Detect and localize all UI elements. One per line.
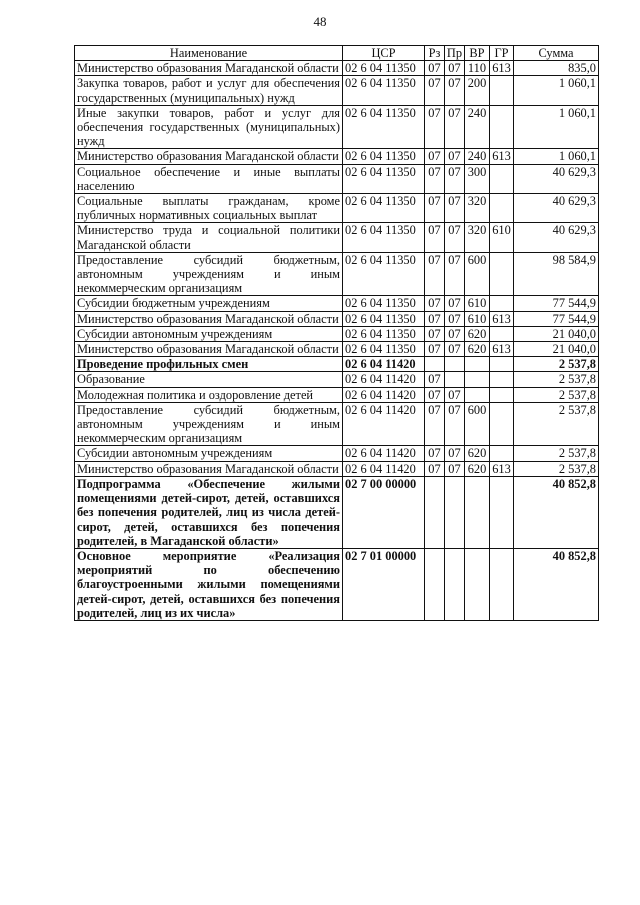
row-name: Иные закупки товаров, работ и услуг для обеспечения государственных (муниципальных) нужд [75,105,343,149]
row-vr: 300 [465,164,490,193]
row-vr: 240 [465,105,490,149]
row-csr: 02 6 04 11350 [343,223,425,252]
row-name: Образование [75,372,343,387]
row-rz: 07 [425,105,445,149]
row-sum: 40 629,3 [514,164,599,193]
row-gr: 613 [490,311,514,326]
row-vr [465,387,490,402]
row-rz: 07 [425,461,445,476]
header-gr: ГР [490,46,514,61]
table-row [75,387,599,402]
row-sum: 40 629,3 [514,194,599,223]
row-csr: 02 7 01 00000 [343,548,425,620]
row-vr: 620 [465,446,490,461]
row-name: Министерство образования Магаданской области [75,149,343,164]
row-pr: 07 [445,387,465,402]
row-rz: 07 [425,194,445,223]
table-row [75,461,599,476]
row-pr [445,372,465,387]
table-row [75,223,599,252]
row-vr: 620 [465,342,490,357]
row-vr: 610 [465,296,490,311]
table-row [75,61,599,76]
row-rz: 07 [425,387,445,402]
row-pr: 07 [445,402,465,446]
row-sum: 2 537,8 [514,357,599,372]
row-name: Субсидии автономным учреждениям [75,446,343,461]
row-gr [490,164,514,193]
row-pr: 07 [445,76,465,105]
row-gr [490,372,514,387]
row-name: Проведение профильных смен [75,357,343,372]
row-name: Субсидии бюджетным учреждениям [75,296,343,311]
row-rz: 07 [425,372,445,387]
row-sum: 21 040,0 [514,342,599,357]
row-sum: 2 537,8 [514,387,599,402]
row-pr: 07 [445,446,465,461]
row-pr: 07 [445,61,465,76]
row-rz: 07 [425,61,445,76]
row-csr: 02 6 04 11350 [343,105,425,149]
row-csr: 02 6 04 11420 [343,402,425,446]
row-rz: 07 [425,149,445,164]
row-sum: 2 537,8 [514,372,599,387]
row-sum: 2 537,8 [514,402,599,446]
row-name: Молодежная политика и оздоровление детей [75,387,343,402]
budget-table [74,45,599,621]
row-gr [490,105,514,149]
row-pr [445,357,465,372]
row-pr: 07 [445,342,465,357]
row-sum: 835,0 [514,61,599,76]
row-csr: 02 6 04 11350 [343,296,425,311]
row-rz: 07 [425,342,445,357]
row-rz: 07 [425,76,445,105]
table-row [75,446,599,461]
row-sum: 40 852,8 [514,548,599,620]
row-name: Министерство образования Магаданской области [75,61,343,76]
row-csr: 02 6 04 11420 [343,461,425,476]
row-csr: 02 6 04 11350 [343,149,425,164]
row-name: Основное мероприятие «Реализация мероприятий по обеспечению благоустроенными жилыми помещениями детей-сирот, детей, оставшихся без попечения родителей, лиц из их числа» [75,548,343,620]
row-name: Предоставление субсидий бюджетным, автономным учреждениям и иным некоммерческим организациям [75,252,343,296]
page-number: 48 [313,14,327,29]
row-rz: 07 [425,326,445,341]
table-row [75,105,599,149]
table-row [75,548,599,620]
row-vr: 320 [465,194,490,223]
row-rz: 07 [425,446,445,461]
row-sum: 40 629,3 [514,223,599,252]
row-name: Министерство образования Магаданской области [75,461,343,476]
row-sum: 98 584,9 [514,252,599,296]
table-row [75,476,599,548]
row-rz: 07 [425,223,445,252]
row-sum: 1 060,1 [514,149,599,164]
row-rz [425,357,445,372]
row-gr [490,387,514,402]
row-sum: 77 544,9 [514,296,599,311]
row-sum: 21 040,0 [514,326,599,341]
table-row [75,164,599,193]
row-gr [490,252,514,296]
row-gr: 613 [490,149,514,164]
row-pr: 07 [445,296,465,311]
row-sum: 1 060,1 [514,76,599,105]
row-csr: 02 6 04 11420 [343,446,425,461]
row-csr: 02 6 04 11350 [343,194,425,223]
row-pr: 07 [445,194,465,223]
row-sum: 2 537,8 [514,461,599,476]
row-name: Подпрограмма «Обеспечение жилыми помещениями детей-сирот, детей, оставшихся без попечения родителей, лиц из числа детей-сирот, детей, оставшихся без попечения родителей, в Магаданской области» [75,476,343,548]
row-pr: 07 [445,105,465,149]
table-row [75,311,599,326]
row-vr [465,372,490,387]
row-rz [425,548,445,620]
row-rz: 07 [425,252,445,296]
row-vr: 320 [465,223,490,252]
header-rz: Рз [425,46,445,61]
row-pr: 07 [445,326,465,341]
row-csr: 02 6 04 11420 [343,372,425,387]
table-row [75,326,599,341]
row-gr: 613 [490,61,514,76]
row-rz: 07 [425,164,445,193]
header-pr: Пр [445,46,465,61]
row-vr: 200 [465,76,490,105]
row-vr [465,357,490,372]
row-name: Министерство образования Магаданской области [75,311,343,326]
table-row [75,372,599,387]
header-vr: ВР [465,46,490,61]
row-gr [490,548,514,620]
row-gr: 613 [490,342,514,357]
row-rz [425,476,445,548]
row-gr [490,357,514,372]
row-vr: 610 [465,311,490,326]
row-gr [490,194,514,223]
row-pr [445,476,465,548]
table-row [75,357,599,372]
row-vr [465,476,490,548]
row-pr: 07 [445,223,465,252]
row-sum: 1 060,1 [514,105,599,149]
row-pr [445,548,465,620]
row-gr [490,296,514,311]
row-rz: 07 [425,402,445,446]
row-gr [490,476,514,548]
row-vr: 620 [465,461,490,476]
row-vr: 600 [465,252,490,296]
row-pr: 07 [445,252,465,296]
row-gr: 613 [490,461,514,476]
row-gr [490,446,514,461]
row-vr: 240 [465,149,490,164]
row-csr: 02 6 04 11420 [343,387,425,402]
row-name: Министерство труда и социальной политики Магаданской области [75,223,343,252]
row-csr: 02 6 04 11350 [343,76,425,105]
row-pr: 07 [445,149,465,164]
row-name: Предоставление субсидий бюджетным, автономным учреждениям и иным некоммерческим организациям [75,402,343,446]
row-gr: 610 [490,223,514,252]
row-csr: 02 6 04 11350 [343,326,425,341]
row-pr: 07 [445,461,465,476]
row-rz: 07 [425,296,445,311]
row-csr: 02 6 04 11350 [343,311,425,326]
table-row [75,76,599,105]
row-sum: 77 544,9 [514,311,599,326]
row-sum: 40 852,8 [514,476,599,548]
row-csr: 02 6 04 11350 [343,61,425,76]
row-vr [465,548,490,620]
row-csr: 02 6 04 11350 [343,164,425,193]
table-row [75,402,599,446]
row-gr [490,326,514,341]
row-vr: 620 [465,326,490,341]
row-vr: 600 [465,402,490,446]
table-row [75,194,599,223]
row-pr: 07 [445,164,465,193]
header-name: Наименование [75,46,343,61]
header-csr: ЦСР [343,46,425,61]
row-pr: 07 [445,311,465,326]
row-name: Закупка товаров, работ и услуг для обеспечения государственных (муниципальных) нужд [75,76,343,105]
row-gr [490,402,514,446]
row-sum: 2 537,8 [514,446,599,461]
row-name: Социальное обеспечение и иные выплаты населению [75,164,343,193]
row-name: Субсидии автономным учреждениям [75,326,343,341]
row-vr: 110 [465,61,490,76]
row-csr: 02 6 04 11420 [343,357,425,372]
row-name: Министерство образования Магаданской области [75,342,343,357]
row-rz: 07 [425,311,445,326]
row-csr: 02 6 04 11350 [343,342,425,357]
row-gr [490,76,514,105]
row-csr: 02 7 00 00000 [343,476,425,548]
table-row [75,296,599,311]
table-header-row [75,46,599,61]
header-sum: Сумма [514,46,599,61]
row-csr: 02 6 04 11350 [343,252,425,296]
table-row [75,342,599,357]
table-row [75,149,599,164]
row-name: Социальные выплаты гражданам, кроме публичных нормативных социальных выплат [75,194,343,223]
table-row [75,252,599,296]
